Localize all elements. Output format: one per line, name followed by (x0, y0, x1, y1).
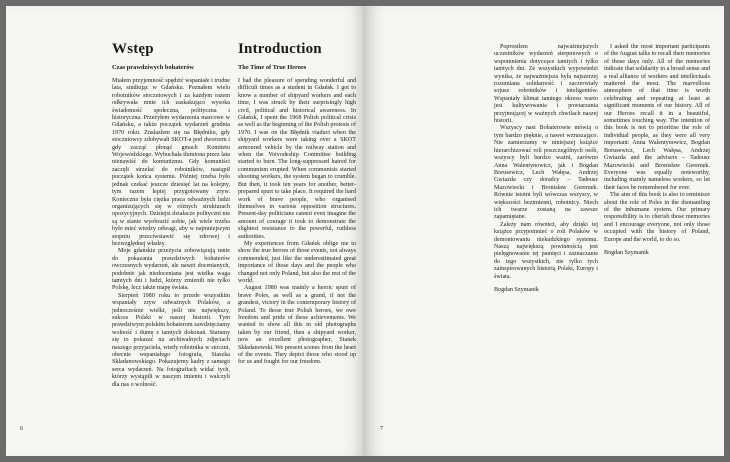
english-title: Introduction (238, 41, 322, 57)
polish-paragraph: Zależy nam również, aby dzięki tej książce przypomnieć o roli Polaków w demontowaniu niekudzkiego systemu. Naszą największą powinnością jest pielęgnowanie tej pamięci i zaznaczanie do tego wszystkich, nie tylko tych zainspirowanych historią Polski, Europy i świata. (494, 221, 598, 280)
page-number-right: 7 (380, 426, 383, 432)
polish-paragraph: Moje gdańskie przeżycia zobowiązują mnie do pokazania prawdziwych bohaterów owczesnych wydarzeń, ale nawet docenianych, podobnie jak niedoceniana jest wielka waga tamtych dni i ludzi, którzy zmienili nie tylko Polskę, lecz także mapę świata. (112, 248, 230, 292)
page-number-left: 6 (20, 426, 23, 432)
english-subtitle: The Time of True Heroes (238, 64, 307, 71)
english-paragraph: August 1980 was mainly a heroic spurt of brave Poles, as well as a grand, if not the grandest, victory in the contemporary history of Poland. To those true Polish heroes, we owe freedom and pride of these achievements. We wanted to show all this in old photographs taken by our friend, then a shipyard worker, now an excellent photographer, Stanek Składanowski. We present scenes from the heart of the events. They depict those who stood up for us and fought for our freedom. (238, 285, 356, 366)
english-paragraph: I asked the most important participants of the August talks to recall their memories of those days only. All of the memories indicate that solidarity in a broad sense and a real alliance of workers and intellectuals mattered the most. The marvellous atmosphere of that time is worth celebrating and repeating at least at significant moments of our history. All of our Heroes recall it in a beautiful, sometimes touching way. The intention of this book is not to prioritise the role of individual people, as they were all very important: Anna Walentynowicz, Bogdan Borusewicz, Lech Wałęsa, Andrzej Gwiazda and the advisers – Tadeusz Mazowiecki and Bronisław Geremek. Everyone was equally noteworthy, including mainly nameless workers, so let their faces be remembered for ever. (604, 44, 710, 191)
english-continuation-column (604, 44, 710, 257)
polish-paragraph: Poprosiłem najważniejszych uczestników wydarzeń sierpniowych o wspomnienia dotyczące tamtych i tylko tamtych dni. Ze wszystkich wypowiedzi wynika, że najważniejsza była najszerzej rozumiana solidarność i zaczerwiały sojusz robotników i inteligentów. Wspaniały klimat tamtego okresu warto jest kultywowania i powtarzania przyjmującej w ważnych chwilach naszej historii. (494, 44, 598, 125)
english-paragraph: The aim of this book is also to reminisce about the role of Poles in the dismantling of the inhumane system. Our primary responsibility is to cherish those memories and I encourage everyone, not only those occupied with the history of Poland, Europe and the world, to do so. (604, 192, 710, 243)
polish-text-column (112, 78, 230, 389)
english-signature: Bogdan Szymanik (604, 249, 649, 256)
english-paragraph: My experiences from Gdańsk oblige me to show the true heroes of those events, not always commended, just like the underestimated great importance of those days and the people who changed not only Poland, but also the rest of the world. (238, 240, 356, 284)
polish-continuation-column (494, 44, 598, 294)
polish-title: Wstęp (112, 41, 154, 57)
polish-signature: Bogdan Szymanik (494, 287, 539, 293)
polish-paragraph: Wszyscy nasi Bohaterowie mówią o tym bardzo pięknie, a nawet wzruszająco. Nie zamierzamy w niniejszej książce hierarchizować roli poszczególnych osób, wszyscy byli bardzo ważni, zarówno Anna Walentynowicz, jak i Bogdan Borusewicz, Lech Wałęsa, Andrzej Gwiazda czy doradcy – Tadeusz Mazowiecki i Bronisław Geremek. Równie istotni byli wówczas wszyscy, w większości bezimienni, robotnicy. Niech ich twarze zostaną na zawsze zapamiętane. (494, 125, 598, 221)
left-page (6, 6, 364, 456)
polish-paragraph: Miałem przyjemność spędzić wspaniałe i trudne lata, studiując w Gdańsku. Poznałem wielu robotników stoczniowych i za każdym razem odkrywała mnie ich zaskakująco wysoka świadomość społeczna, polityczna i historyczna. Przeżyłem wydarzenia marcowe w Gdańsku, a także początek wydarzeń grudnia 1970 roku. Znalazłem się na Błędniku, gdy stoczniowcy zdobywali SKOT-a pod dworcem i gdy zacząć płonąć gmach Komitetu Wojewódzkiego. Wybuchała tłumiona przez lata nienawiść do komunizmu. Gdy komuniści zaczęli strzelać do robotników, nastąpił początek końca systemu. Później trzeba było jednak czekać jeszcze dziesięć lat na kolejny, tym razem lepiej przygotowany zryw. Konieczna była ciężka praca odważnych ludzi organizujących się w różnych strukturach opozycyjnych. Dzisiejsi działacze polityczni nie są w stanie wyobrazić sobie, jak wiele trzeba było mieć wiedzy odwagi, aby w najmniejszym stopniu przeciwstawić się zdrowej i bezwzględnej władzy. (112, 78, 230, 247)
polish-subtitle: Czas prawdziwych bohaterów (112, 64, 195, 71)
right-page (366, 6, 724, 456)
english-text-column (238, 78, 356, 367)
polish-paragraph: Sierpień 1980 roku to przede wszystkim wspaniały zryw odważnych Polaków, a jednocześnie wielki, jeśli nie największy, sukces Polski w naszej historii. Tym prawdziwym polskim bohaterom zawdzięczamy wolność i dumę z tamtych dokonań. Staramy się to pokazać na archiwalnych zdjęciach naszego przyjaciela, wtedy robotnika w stoczni, obecnie wspaniałego fotografa, Staszka Składanowskiego. Pokazujemy kadry z samego serca wydarzeń. Na fotografiach widać tych, którzy wystąpili w naszym imieniu i walczyli dla nas o wolność. (112, 292, 230, 388)
english-paragraph: I had the pleasure of spending wonderful and difficult times as a student in Gdańsk. I got to know a number of shipyard workers and each time, I was struck by their surprisingly high civil, political and historical awareness. In Gdańsk, I spent the 1968 Polish political crisis as well as the beginning of the Polish protests of 1970. I was on the Błędnik viaduct when the shipyard workers were taking over a SKOT armoured vehicle by the railway station and when the Voivodeship Committee building started to burn. The long-suppressed hatred for communism erupted. When communists started shooting workers, the system began to crumble. But then, it took ten years for another, better-prepared spurt to take place. It required the hard work of brave people, who organised themselves in various opposition structures. Present-day politicians cannot even imagine the amount of courage it took to demonstrate the slightest resistance to the powerful, ruthless authorities. (238, 78, 356, 240)
